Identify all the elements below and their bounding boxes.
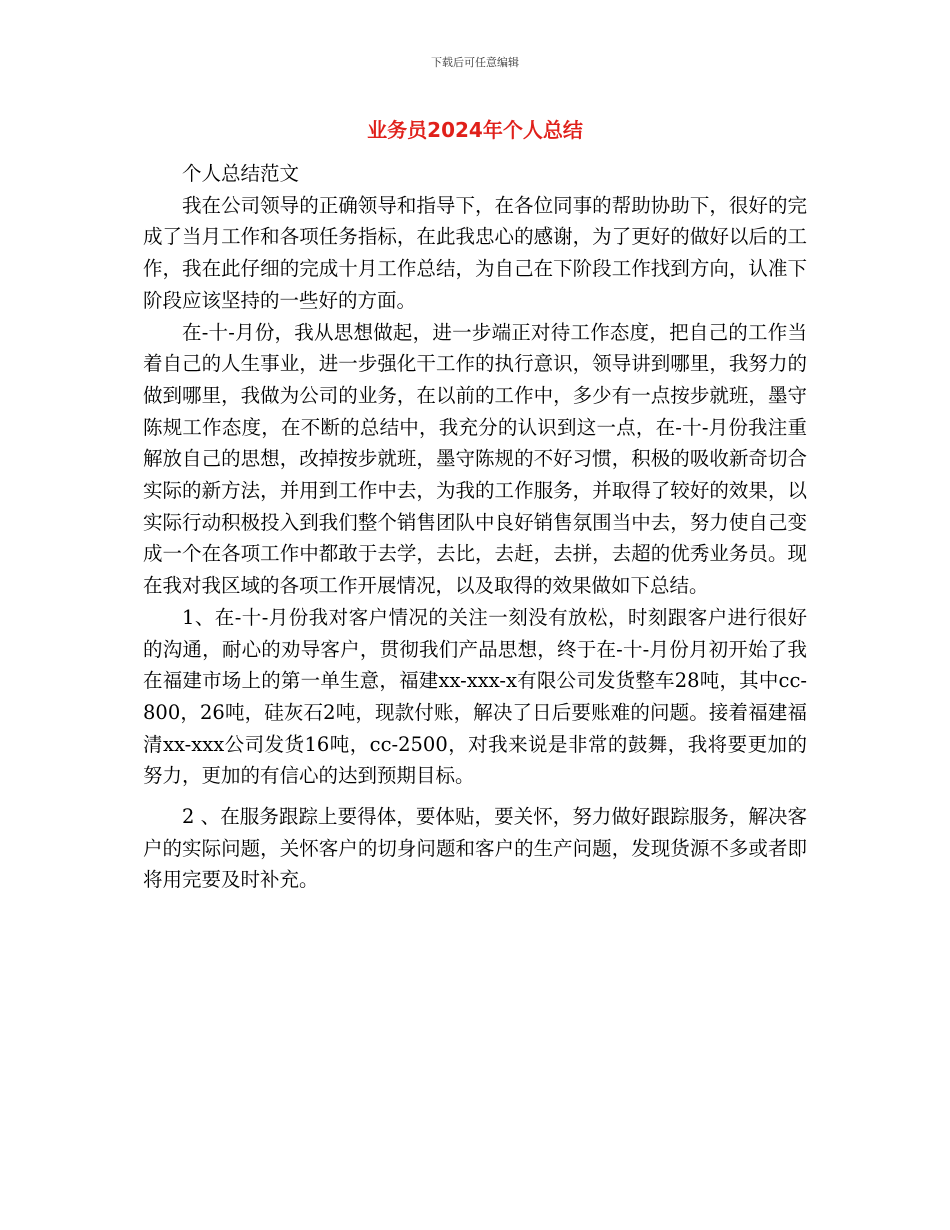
- document-body: [143, 158, 807, 896]
- paragraph-subtitle: 个人总结范文: [182, 162, 300, 185]
- paragraph-item-1: 1、在-十-月份我对客户情况的关注一刻没有放松，时刻跟客户进行很好的沟通，耐心的劝导客户，贯彻我们产品思想，终于在-十-月份月初开始了我在福建市场上的第一单生意，福建xx-xxx-x有限公司发货整车28吨，其中cc-800，26吨，硅灰石2吨，现款付账，解决了日后要账难的问题。接着福建福清xx-xxx公司发货16吨，cc-2500，对我来说是非常的鼓舞，我将要更加的努力，更加的有信心的达到预期目标。: [143, 605, 807, 788]
- document-title: 业务员2024年个人总结: [367, 118, 583, 142]
- header-note: 下载后可任意编辑: [431, 56, 519, 69]
- paragraph-october: 在-十-月份，我从思想做起，进一步端正对待工作态度，把自己的工作当着自己的人生事业，进一步强化干工作的执行意识，领导讲到哪里，我努力的做到哪里，我做为公司的业务，在以前的工作中，多少有一点按步就班，墨守陈规工作态度，在不断的总结中，我充分的认识到这一点，在-十-月份我注重解放自己的思想，改掉按步就班，墨守陈规的不好习惯，积极的吸收新奇切合实际的新方法，并用到工作中去，为我的工作服务，并取得了较好的效果，以实际行动积极投入到我们整个销售团队中良好销售氛围当中去，努力使自己变成一个在各项工作中都敢于去学，去比，去赶，去拼，去超的优秀业务员。现在我对我区域的各项工作开展情况，以及取得的效果做如下总结。: [143, 320, 807, 598]
- paragraph-item-2: 2 、在服务跟踪上要得体，要体贴，要关怀，努力做好跟踪服务，解决客户的实际问题，关怀客户的切身问题和客户的生产问题，发现货源不多或者即将用完要及时补充。: [143, 805, 807, 892]
- paragraph-intro: 我在公司领导的正确领导和指导下，在各位同事的帮助协助下，很好的完成了当月工作和各项任务指标，在此我忠心的感谢，为了更好的做好以后的工作，我在此仔细的完成十月工作总结，为自己在下阶段工作找到方向，认准下阶段应该坚持的一些好的方面。: [143, 193, 807, 312]
